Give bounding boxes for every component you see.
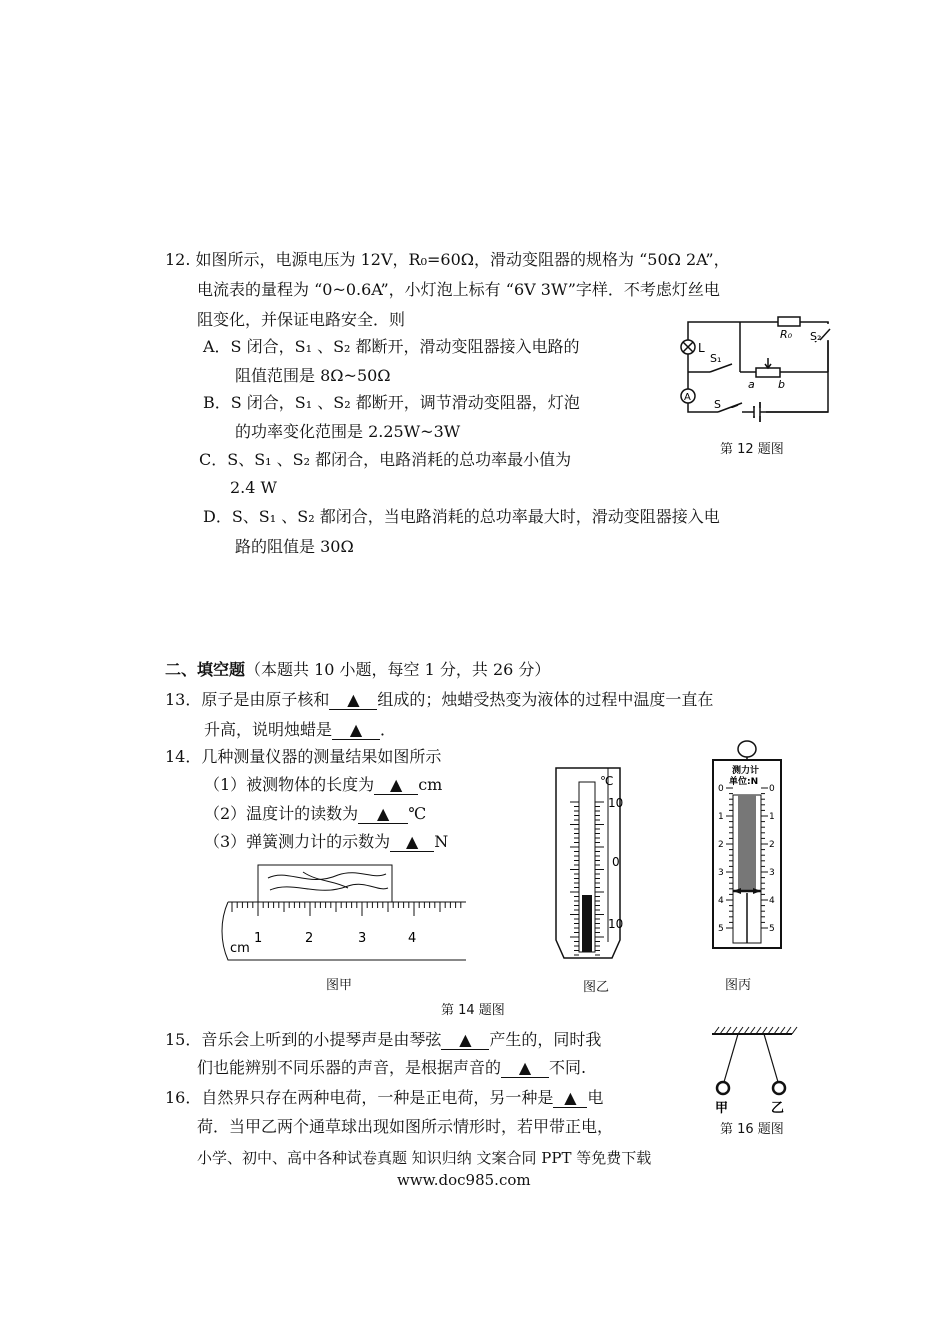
circuit-label-ammeter: A	[684, 392, 691, 403]
q12-line-2: 电流表的量程为 “0~0.6A”，小灯泡上标有 “6V 3W”字样．不考虑灯丝电	[197, 280, 720, 299]
q14-item-2	[204, 803, 426, 825]
footer-line-1: 小学、初中、高中各种试卷真题 知识归纳 文案合同 PPT 等免费下载	[197, 1149, 652, 1167]
footer-line-2[interactable]: www.doc985.com	[397, 1171, 531, 1189]
support-hatch	[780, 1027, 785, 1034]
circuit-label-s2: S₂	[810, 330, 822, 343]
q12-option-c: C．S、S₁ 、S₂ 都闭合，电路消耗的总功率最小值为	[199, 450, 572, 469]
q15-text-c: 们也能辨别不同乐器的声音，是根据声音的	[197, 1058, 502, 1077]
ruler-mark-2: 2	[305, 931, 314, 946]
circuit-label-s: S	[714, 398, 721, 411]
q15-text-a: 15．音乐会上听到的小提琴声是由琴弦	[165, 1030, 442, 1049]
q14-item-1-text: （1）被测物体的长度为	[204, 775, 375, 794]
q14-fig-b-label: 图乙	[583, 980, 610, 995]
q14-item-2-text: （2）温度计的读数为	[204, 804, 359, 823]
q13-text-c: 升高，说明烛蜡是	[204, 720, 333, 739]
q14-thermometer-figure	[550, 762, 630, 962]
q15-line-2	[197, 1057, 586, 1079]
support-hatch	[738, 1027, 743, 1034]
spring-scale-mark-3: 3	[718, 868, 724, 878]
q13-line-1	[165, 689, 713, 711]
q13-text-d: ．	[380, 720, 397, 739]
q14-item-3-text: （3）弹簧测力计的示数为	[204, 832, 391, 851]
q12-line-3: 阻变化，并保证电路安全．则	[197, 310, 406, 329]
spring-scale-title: 测力计	[732, 766, 760, 776]
q14-fig-a-label: 图甲	[326, 978, 353, 993]
spring-scale-mark-1: 1	[769, 812, 775, 822]
circuit-label-b: b	[778, 378, 785, 391]
q14-item-3	[204, 831, 448, 853]
thermometer-mark-10-top: 10	[608, 796, 624, 810]
ruler-unit-label: cm	[230, 941, 250, 956]
q14-spring-scale-figure	[705, 738, 790, 953]
support-hatch	[750, 1027, 755, 1034]
q12-line-1: 12. 如图所示，电源电压为 12V，R₀=60Ω，滑动变阻器的规格为 “50Ω 2A”，	[165, 250, 730, 269]
q16-blank-1[interactable]: ▲	[553, 1089, 587, 1108]
spring-scale-mark-2: 2	[769, 840, 775, 850]
q16-line-1	[165, 1087, 603, 1109]
q12-option-d-cont: 路的阻值是 30Ω	[235, 537, 354, 556]
support-hatch	[786, 1027, 791, 1034]
thermometer-mark-0: 0	[612, 855, 620, 869]
q14-blank-3[interactable]: ▲	[390, 833, 434, 852]
q14-blank-1[interactable]: ▲	[374, 776, 418, 795]
q16-line-2: 荷．当甲乙两个通草球出现如图所示情形时，若甲带正电，	[197, 1117, 614, 1136]
ruler-mark-3: 3	[358, 931, 367, 946]
q12-circuit-diagram	[670, 312, 840, 427]
q12-option-d: D．S、S₁ 、S₂ 都闭合，当电路消耗的总功率最大时，滑动变阻器接入电	[203, 507, 720, 526]
support-hatch	[756, 1027, 761, 1034]
support-hatch	[792, 1027, 797, 1034]
spring-scale-mark-5: 5	[718, 924, 724, 934]
spring-scale-mark-3: 3	[769, 868, 775, 878]
ruler-mark-1: 1	[254, 931, 263, 946]
support-hatch	[726, 1027, 731, 1034]
q13-text-a: 13．原子是由原子核和	[165, 690, 330, 709]
support-hatch	[714, 1027, 719, 1034]
q16-text-b: 电	[587, 1088, 604, 1107]
q12-option-a: A．S 闭合，S₁ 、S₂ 都断开，滑动变阻器接入电路的	[203, 337, 580, 356]
support-hatch	[774, 1027, 779, 1034]
spring-scale-mark-5: 5	[769, 924, 775, 934]
q14-caption: 第 14 题图	[441, 1003, 505, 1018]
q15-blank-2[interactable]: ▲	[501, 1059, 549, 1078]
thermometer-mark-10-bottom: 10	[608, 917, 624, 931]
q14-item-1	[204, 774, 442, 796]
spring-scale-mark-0: 0	[718, 784, 724, 794]
support-hatch	[768, 1027, 773, 1034]
q14-item-2-unit: ℃	[408, 804, 427, 823]
support-hatch	[762, 1027, 767, 1034]
q14-item-3-unit: N	[434, 832, 449, 851]
support-hatch	[720, 1027, 725, 1034]
circuit-label-s1: S₁	[710, 352, 722, 365]
support-hatch	[732, 1027, 737, 1034]
spring-scale-mark-4: 4	[718, 896, 724, 906]
ball-label-yi: 乙	[771, 1101, 785, 1116]
q14-title: 14．几种测量仪器的测量结果如图所示	[165, 747, 442, 766]
q13-blank-2[interactable]: ▲	[332, 721, 380, 740]
q16-pith-balls-figure	[706, 1024, 798, 1116]
q16-text-a: 16．自然界只存在两种电荷，一种是正电荷，另一种是	[165, 1088, 554, 1107]
q15-text-d: 不同.	[549, 1058, 587, 1077]
support-hatch	[744, 1027, 749, 1034]
q13-text-b: 组成的；烛蜡受热变为液体的过程中温度一直在	[377, 690, 714, 709]
spring-scale-mark-4: 4	[769, 896, 775, 906]
q13-line-2	[204, 719, 396, 741]
q12-caption: 第 12 题图	[720, 442, 784, 457]
section-2-desc: （本题共 10 小题，每空 1 分，共 26 分）	[245, 660, 551, 679]
spring-scale-mark-0: 0	[769, 784, 775, 794]
section-2-header	[165, 659, 550, 681]
q14-item-1-unit: cm	[418, 775, 443, 794]
spring-scale-mark-1: 1	[718, 812, 724, 822]
q14-ruler-figure	[208, 860, 470, 965]
q15-blank-1[interactable]: ▲	[441, 1031, 489, 1050]
q12-option-c-cont: 2.4 W	[230, 478, 277, 497]
ruler-mark-4: 4	[408, 931, 417, 946]
circuit-label-r0: R₀	[780, 328, 793, 341]
q12-option-a-cont: 阻值范围是 8Ω~50Ω	[235, 366, 391, 385]
q13-blank-1[interactable]: ▲	[329, 691, 377, 710]
q15-line-1	[165, 1029, 601, 1051]
circuit-label-l: L	[698, 341, 705, 355]
q15-text-b: 产生的，同时我	[489, 1030, 602, 1049]
q12-option-b: B．S 闭合，S₁ 、S₂ 都断开，调节滑动变阻器，灯泡	[203, 393, 580, 412]
spring-scale-mark-2: 2	[718, 840, 724, 850]
q16-caption: 第 16 题图	[720, 1122, 784, 1137]
q14-blank-2[interactable]: ▲	[358, 805, 408, 824]
spring-scale-unit: 单位:N	[729, 777, 759, 787]
circuit-label-a: a	[748, 378, 755, 391]
q14-fig-c-label: 图丙	[725, 978, 752, 993]
q12-option-b-cont: 的功率变化范围是 2.25W~3W	[235, 422, 461, 441]
ball-label-jia: 甲	[715, 1101, 729, 1116]
section-2-title: 二、填空题	[165, 660, 246, 679]
thermometer-unit: ℃	[600, 774, 614, 788]
